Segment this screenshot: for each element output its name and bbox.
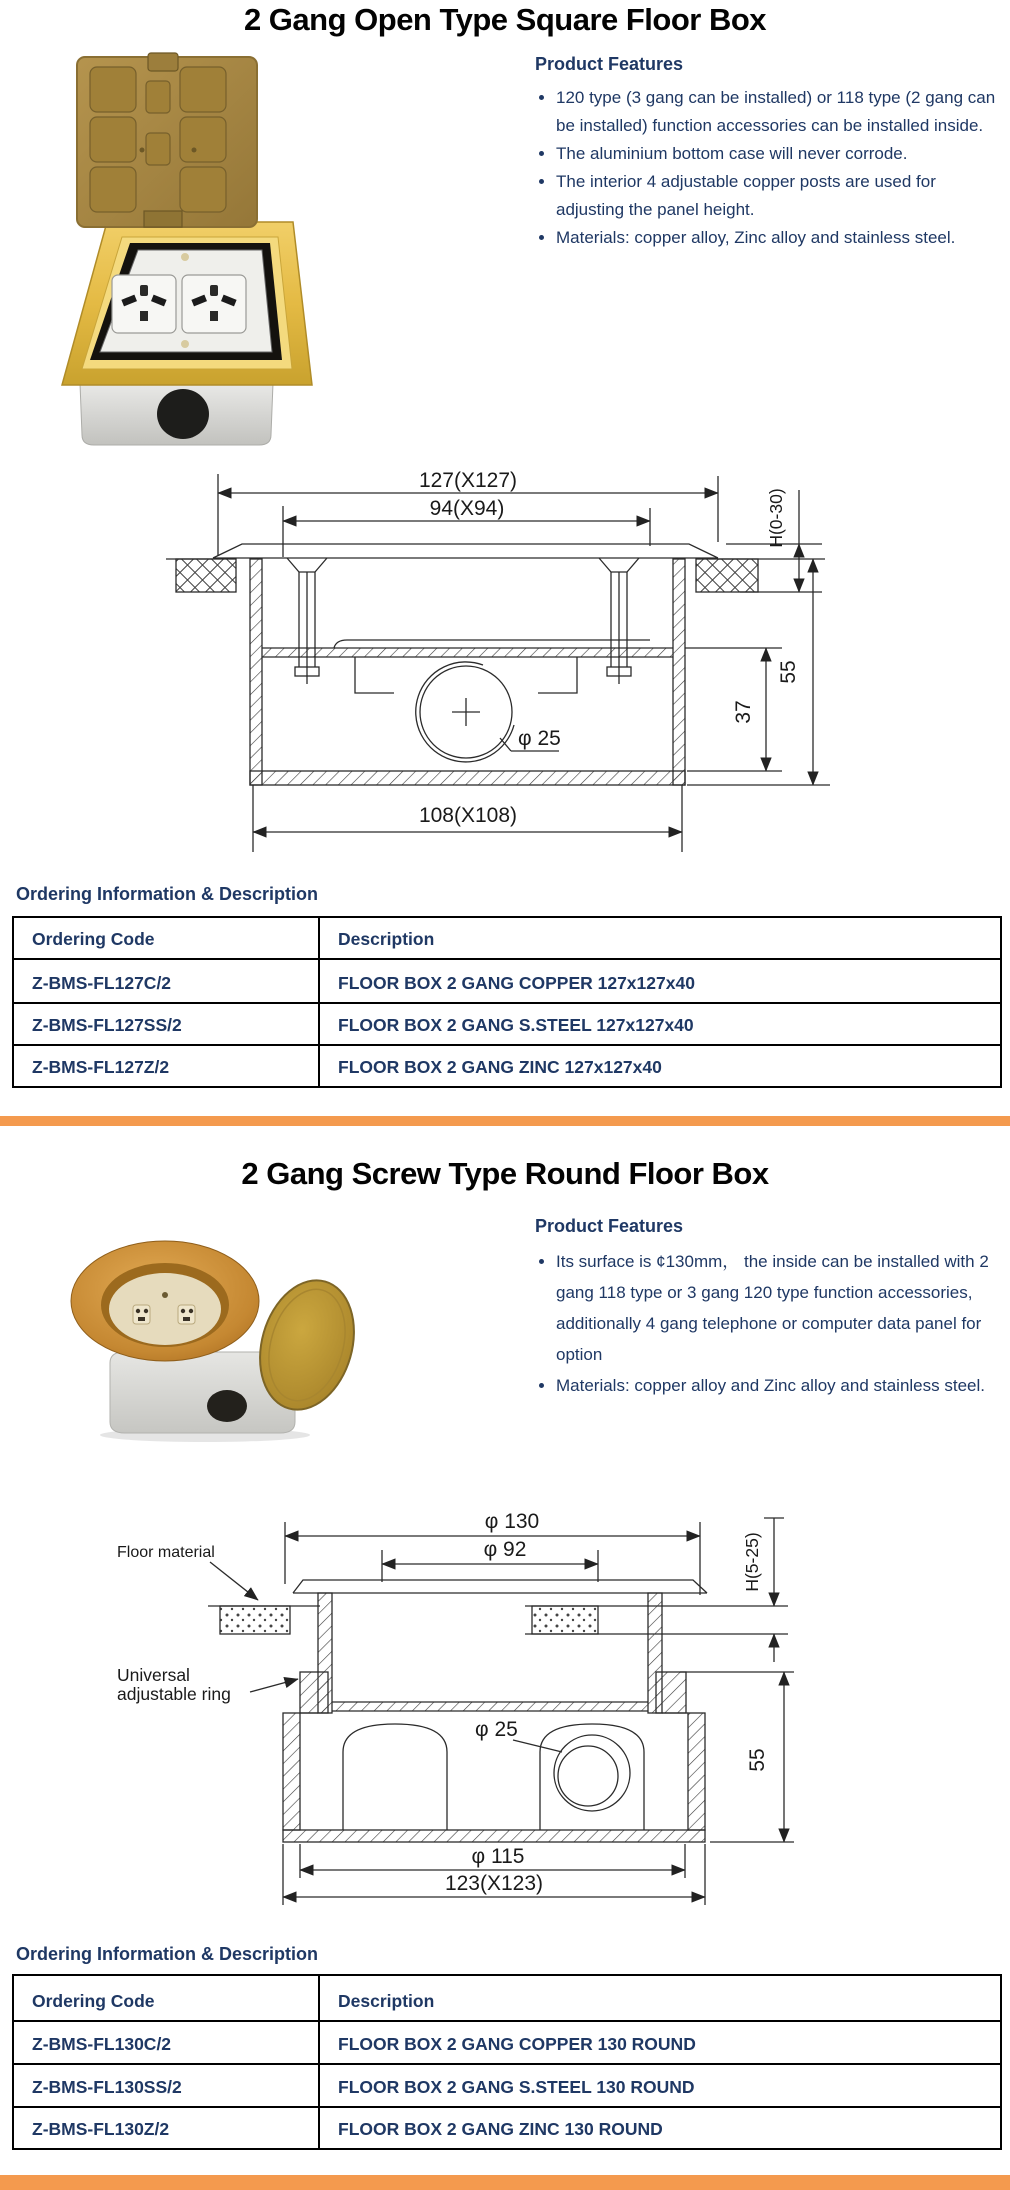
dim-label-hole-dia: φ 25 xyxy=(475,1718,518,1741)
dim-label-height-total: 55 xyxy=(777,660,800,684)
table-row xyxy=(13,2021,1001,2064)
col-header-ordering-code: Ordering Code xyxy=(13,917,319,959)
cross-section-diagram-square xyxy=(90,460,870,860)
dim-label-inner-dia: φ 92 xyxy=(483,1538,527,1561)
dim-label-outer-dia: φ 130 xyxy=(484,1510,540,1533)
ordering-table-square xyxy=(12,916,1002,1088)
ordering-table-round xyxy=(12,1974,1002,2150)
table-header-row xyxy=(13,917,1001,959)
dim-label-height-inner: 37 xyxy=(732,700,755,724)
dim-label-hole-dia: φ 25 xyxy=(518,727,561,750)
dim-label-bottom-width: 123(X123) xyxy=(444,1872,544,1895)
table-row xyxy=(13,959,1001,1003)
description-cell: FLOOR BOX 2 GANG S.STEEL 130 ROUND xyxy=(319,2064,1001,2107)
table-row xyxy=(13,1003,1001,1045)
col-header-ordering-code: Ordering Code xyxy=(13,1975,319,2021)
feature-item: • 120 type (3 gang can be installed) or 118 type (2 gang can be installed) function accessories can be installed inside. xyxy=(556,84,1003,140)
features-list xyxy=(535,84,1003,252)
table-header-row xyxy=(13,1975,1001,2021)
ordering-heading: Ordering Information & Description xyxy=(16,1944,319,1964)
ordering-code-cell: Z-BMS-FL127Z/2 xyxy=(13,1045,319,1087)
product-photo-square-floor-box xyxy=(60,45,380,460)
ring-label-line1: Universal xyxy=(117,1665,190,1685)
page-title-round-floor-box: 2 Gang Screw Type Round Floor Box xyxy=(241,1156,769,1191)
dim-label-height-total: 55 xyxy=(746,1748,769,1772)
dim-label-height-adjust: H(0-30) xyxy=(766,488,786,548)
product-photo-round-floor-box xyxy=(65,1235,365,1445)
ordering-code-cell: Z-BMS-FL130Z/2 xyxy=(13,2107,319,2149)
ordering-code-cell: Z-BMS-FL130C/2 xyxy=(13,2021,319,2064)
feature-item: • Its surface is ¢130mm， the inside can be installed with 2 gang 118 type or 3 gang 120 type function accessories, additionally 4 gang telephone or computer data panel for option xyxy=(556,1246,1003,1370)
feature-item: • Materials: copper alloy and Zinc alloy and stainless steel. xyxy=(556,1370,1003,1401)
product-features-square xyxy=(535,54,1003,252)
dim-label-bottom-width: 108(X108) xyxy=(418,804,518,827)
description-cell: FLOOR BOX 2 GANG ZINC 127x127x40 xyxy=(319,1045,1001,1087)
feature-item: • The aluminium bottom case will never corrode. xyxy=(556,140,1003,168)
floor-box-base xyxy=(80,383,273,445)
ring-label-line2: adjustable ring xyxy=(117,1684,231,1704)
col-header-description: Description xyxy=(319,1975,1001,2021)
table-row xyxy=(13,1045,1001,1087)
page-bottom-bar xyxy=(0,2175,1010,2190)
product-features-round xyxy=(535,1216,1003,1401)
ordering-heading: Ordering Information & Description xyxy=(16,884,319,904)
dim-label-inner-width: 94(X94) xyxy=(429,497,505,520)
ordering-code-cell: Z-BMS-FL127SS/2 xyxy=(13,1003,319,1045)
description-cell: FLOOR BOX 2 GANG COPPER 127x127x40 xyxy=(319,959,1001,1003)
description-cell: FLOOR BOX 2 GANG ZINC 130 ROUND xyxy=(319,2107,1001,2149)
section-divider-bar xyxy=(0,1116,1010,1126)
description-cell: FLOOR BOX 2 GANG COPPER 130 ROUND xyxy=(319,2021,1001,2064)
col-header-description: Description xyxy=(319,917,1001,959)
page-title-square-floor-box: 2 Gang Open Type Square Floor Box xyxy=(243,2,767,37)
table-row xyxy=(13,2064,1001,2107)
features-heading: Product Features xyxy=(535,54,684,74)
dim-label-top-width: 127(X127) xyxy=(418,469,518,492)
description-cell: FLOOR BOX 2 GANG S.STEEL 127x127x40 xyxy=(319,1003,1001,1045)
floor-material-label: Floor material xyxy=(117,1544,215,1561)
ordering-code-cell: Z-BMS-FL127C/2 xyxy=(13,959,319,1003)
features-heading: Product Features xyxy=(535,1216,684,1236)
round-box-ring xyxy=(71,1241,259,1361)
table-row xyxy=(13,2107,1001,2149)
feature-item: • The interior 4 adjustable copper posts are used for adjusting the panel height. xyxy=(556,168,1003,224)
dim-label-bottom-inner-dia: φ 115 xyxy=(471,1845,525,1868)
ordering-code-cell: Z-BMS-FL130SS/2 xyxy=(13,2064,319,2107)
floor-box-lid xyxy=(77,53,257,227)
cross-section-diagram-round xyxy=(70,1480,850,1920)
features-list xyxy=(535,1246,1003,1401)
dim-label-height-adjust: H(5-25) xyxy=(742,1532,762,1592)
feature-item: • Materials: copper alloy, Zinc alloy and stainless steel. xyxy=(556,224,1003,252)
